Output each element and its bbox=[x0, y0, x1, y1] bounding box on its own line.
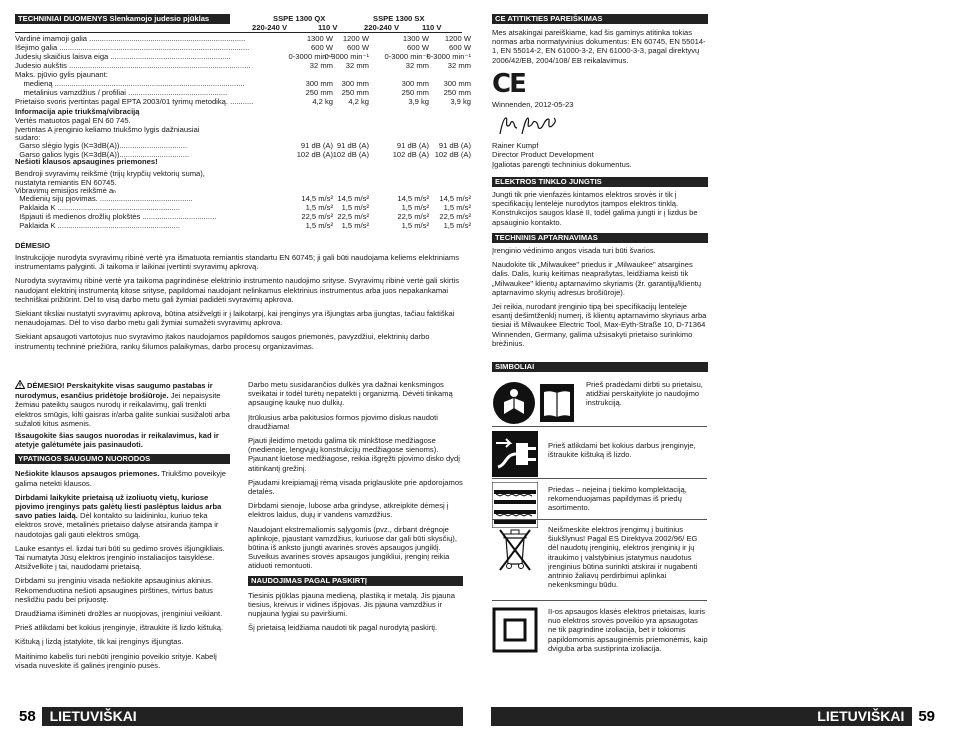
vib-label: Paklaida K .......................................................... bbox=[15, 203, 181, 212]
safety-column-2 bbox=[248, 380, 463, 637]
noise-value: 91 dB (A) bbox=[396, 141, 429, 150]
noise-row bbox=[15, 141, 471, 150]
spec-label: Išėjimo galia .......................................................................................... bbox=[15, 43, 250, 52]
spec-label: medieną .......................................................................................... bbox=[15, 79, 245, 88]
vib-line-2: nustatyta remiantis EN 60745. bbox=[15, 178, 117, 187]
spec-value: 300 mm bbox=[443, 79, 471, 88]
vib-value: 1,5 m/s² bbox=[341, 221, 369, 230]
vib-value: 1,5 m/s² bbox=[305, 203, 333, 212]
symbol-text: Prieš pradėdami dirbti su prietaisu, atidžiai perskaitykite jo naudojimo instrukciją. bbox=[586, 380, 703, 408]
vib-value: 22,5 m/s² bbox=[397, 212, 429, 221]
demesio-para: Siekiant tiksliai nustatyti svyravimų apkrovą, būtina atsižvelgti ir į laikotarpį, kai įrenginys yra išjungtas arba įjungtas, tačiau faktiškai nenaudojamas. Dėl to viso darbo metu gali žymiai sumažėti svyravimų apkrova. bbox=[15, 309, 455, 328]
vib-line-1: Bendroji svyravimų reikšmė (trijų krypčių vektorių suma), bbox=[15, 169, 205, 178]
spec-label: Judesio aukštis ...................................................................................... bbox=[15, 61, 251, 70]
noise-label: Garso slėgio lygis (K=3dB(A))................................ bbox=[15, 141, 187, 150]
spec-value: 300 mm bbox=[401, 79, 429, 88]
spec-value: 32 mm bbox=[309, 61, 333, 70]
demesio-text bbox=[15, 253, 462, 356]
safety-para: Prieš atlikdami bet kokius įrenginyje, ištraukite iš lizdo kištuką. bbox=[15, 623, 224, 633]
spec-value: 1200 W bbox=[342, 34, 369, 43]
keep-instructions: Išsaugokite šias saugos nuorodas ir reikalavimus, kad ir atetyje galėtumėte jais pasinaudoti. bbox=[15, 431, 219, 450]
vib-label: Medienių sijų pjovimas. ............................................ bbox=[15, 194, 193, 203]
class-ii-icon bbox=[492, 607, 538, 653]
safety-para: Pjauti įleidimo metodu galima tik minkštose medžiagose (medienoje, lengvųjų konstrukcijų medžiagose sienoms). Pjaunant kietose medžiagose, reikia išgręžti pjovimo disko dydį atitinkantį grežinį. bbox=[248, 436, 460, 473]
symbol-divider bbox=[492, 478, 707, 479]
blades-icon bbox=[492, 482, 538, 528]
ce-header: CE ATITIKTIES PAREIŠKIMAS bbox=[492, 14, 708, 24]
spec-row bbox=[15, 34, 471, 43]
safety-para: Įtrūkusius arba pakitusios formos pjovimo diskus naudoti draudžiama! bbox=[248, 412, 438, 431]
unplug-icon bbox=[492, 431, 538, 477]
spec-value: 32 mm bbox=[447, 61, 471, 70]
spec-row bbox=[15, 61, 471, 70]
spec-row bbox=[15, 52, 471, 61]
safety-para: Dirbdami sienoje, lubose arba grindyse, atkreipkite dėmesį į elektros laidus, dujų ir vandens vamzdžius. bbox=[248, 501, 449, 520]
symbol-divider bbox=[492, 426, 707, 427]
ce-text: Mes atsakingai pareiškiame, kad šis gaminys atitinka tokias normas arba normatyvinius dokumentus: EN 60745, EN 55014-1, EN 55014-2, EN 61000-3-2, EN 61000-3-3, pagal direktyvų 2006/42/EB, 2004/108/ EB reikalavimus. bbox=[492, 28, 706, 65]
vib-value: 22,5 m/s² bbox=[337, 212, 369, 221]
safety-para: Nešiokite klausos apsaugos priemones. Triukšmo poveikyje galima netekti klausos. bbox=[15, 469, 227, 488]
vib-row bbox=[15, 212, 471, 221]
vib-value: 14,5 m/s² bbox=[439, 194, 471, 203]
vib-value: 1,5 m/s² bbox=[443, 221, 471, 230]
spec-label: Maks. pjūvio gylis pjaunant: bbox=[15, 70, 108, 79]
voltage-4: 110 V bbox=[422, 23, 442, 32]
spec-value: 250 mm bbox=[341, 88, 369, 97]
grid-text: Jungti tik prie vienfazės kintamos elektros srovės ir tik į specifikacijų lentelėje nurodytos įtampos elektros tinklą. Konstrukcijos saugos klasė II, todėl galima jungti ir į lizdus be apsauginio kontakto. bbox=[492, 190, 698, 227]
safety-column bbox=[15, 380, 230, 680]
spec-value: 1300 W bbox=[306, 34, 333, 43]
spec-value: 0-3000 min⁻¹ bbox=[288, 52, 333, 61]
noise-value: 91 dB (A) bbox=[438, 141, 471, 150]
spec-row bbox=[15, 79, 471, 88]
spec-value: 3,9 kg bbox=[450, 97, 471, 106]
spec-value: 1200 W bbox=[444, 34, 471, 43]
weee-bin-icon bbox=[492, 524, 538, 570]
vib-value: 22,5 m/s² bbox=[439, 212, 471, 221]
spec-value: 4,2 kg bbox=[348, 97, 369, 106]
symbol-text: Prieš atlikdami bet kokius darbus įrenginyje, ištraukite kištuką iš lizdo. bbox=[548, 441, 696, 460]
safety-para: Dirbdami su įrenginiu visada nešiokite apsauginius akinius. Rekomenduotina nešioti apsaugines pirštines, tvirtus batus neslidžiu padu bei prijuostę. bbox=[15, 576, 213, 604]
spec-value: 250 mm bbox=[443, 88, 471, 97]
symbol-text: Neišmeskite elektros įrengimų į buitinius šiukšlynus! Pagal ES Direktyva 2002/96/ EG dėl naudotų įrenginių, elektros įrenginių ir jų itraukimo į valstybinius įstatymus naudotus įrenginius būtina surinkti atskirai ir nugabenti antrinio žaliavų perdirbimui aplinkai nekenksmingu būdu. bbox=[548, 525, 698, 590]
maint-text bbox=[492, 246, 708, 353]
header-rule bbox=[15, 32, 462, 33]
spec-value: 600 W bbox=[407, 43, 429, 52]
voltage-3: 220-240 V bbox=[364, 23, 400, 32]
vib-value: 1,5 m/s² bbox=[401, 203, 429, 212]
vib-value: 1,5 m/s² bbox=[341, 203, 369, 212]
noise-warning: Nešioti klausos apsaugines priemones! bbox=[15, 157, 158, 166]
vib-value: 14,5 m/s² bbox=[301, 194, 333, 203]
spec-value: 32 mm bbox=[405, 61, 429, 70]
vib-value: 1,5 m/s² bbox=[305, 221, 333, 230]
spec-label: Vardinė imamoji galia .......................................................................... bbox=[15, 34, 246, 43]
safety-para: Dirbdami laikykite prietaisą už izoliuotų vietų, kuriose pjovimo įrenginys pats galėtų liesti paslėptus laidus arba savo paties laidą. Dėl kontakto su laidininku, kuriuo teka elektros srovė, metalinės prietaiso dalyse atsiranda įtampa ir naudotojas gali gauti elektros smūgą. bbox=[15, 492, 222, 539]
spec-row bbox=[15, 43, 471, 52]
model-a-name: SSPE 1300 QX bbox=[273, 14, 326, 23]
vib-line-3: Vibravimų emisijos reikšmė aₕ bbox=[15, 186, 117, 195]
spec-value: 600 W bbox=[311, 43, 333, 52]
noise-value: 91 dB (A) bbox=[336, 141, 369, 150]
vib-value: 22,5 m/s² bbox=[301, 212, 333, 221]
read-manual-icon bbox=[492, 380, 576, 426]
page-number-left: 58 bbox=[15, 707, 42, 726]
demesio-para: Nurodyta svyravimų ribinė vertė yra taikoma pagrindinėse elektrinio instrumento naudojimo srityse. Svyravimų ribinė vertė gali skirtis naudojant elektrinį instrumentą kitose srityse, papildomai naudojant nelinkamus elektrinius instrumentus arba juos nepakankamai techniškai prižiūrint. Dėl to visą darbo metu gali žymiai padidėti svyravimų apkrova. bbox=[15, 276, 459, 304]
page-number-right: 59 bbox=[912, 707, 939, 726]
vib-value: 1,5 m/s² bbox=[401, 221, 429, 230]
safety-para: Lauke esantys el. lizdai turi būti su gedimo srovės išjungikliais. Tai numatyta Jūsų elektros įrenginio instaliacijos taisyklėse. Atsižvelkite į tai, naudodami prietaisą. bbox=[15, 543, 225, 572]
safety-para: Naudojant ekstremaliomis sąlygomis (pvz., dirbant drėgnoje aplinkoje, pjaustant vamzdžius, kuriuose dar gali būti skysčių), būtina iš anksto įjungti avarinės srovės apsaugos jungiklį. Suveikus avarinės srovės apsaugos jungikliui, įrenginį reikia atiduoti remontuoti. bbox=[248, 524, 457, 571]
vib-row bbox=[15, 203, 471, 212]
vib-label: Išpjauti iš medienos drožlių plokštės ................................... bbox=[15, 212, 217, 221]
spec-value: 600 W bbox=[449, 43, 471, 52]
noise-line-3: sudaro: bbox=[15, 133, 41, 142]
safety-para: Kištuką į lizdą įstatykite, tik kai įrenginys išjungtas. bbox=[15, 637, 184, 647]
warning-bold: DĖMESIO! Perskaitykite visas saugumo pastabas ir nurodymus, esančius pridėtoje brošiūroje. bbox=[15, 381, 213, 401]
footer-right bbox=[491, 707, 939, 726]
signer-name: Rainer Kumpf bbox=[492, 141, 539, 150]
spec-value: 0-3000 min⁻¹ bbox=[324, 52, 369, 61]
spec-value: 4,2 kg bbox=[312, 97, 333, 106]
spec-row bbox=[15, 97, 471, 106]
noise-title: Informacija apie triukšmą/vibraciją bbox=[15, 107, 140, 116]
noise-line-1: Vertės matuotos pagal EN 60 745. bbox=[15, 116, 131, 125]
spec-table bbox=[15, 34, 471, 108]
model-b-name: SSPE 1300 SX bbox=[373, 14, 425, 23]
spec-label: metalinius vamzdžius / profiliai ............................................... bbox=[15, 88, 228, 97]
usage-header: NAUDOJIMAS PAGAL PASKIRTĮ bbox=[248, 576, 463, 586]
footer-language-right: LIETUVIŠKAI bbox=[817, 708, 905, 724]
spec-label: Prietaiso svoris įvertintas pagal EPTA 2003/01 tyrimų metodiką. ........... bbox=[15, 97, 254, 106]
safety-warning bbox=[15, 380, 230, 428]
grid-header: ELEKTROS TINKLO JUNGTIS bbox=[492, 177, 708, 187]
vib-row bbox=[15, 194, 471, 203]
tech-data-header: TECHNINIAI DUOMENYS Slenkamojo judesio pjūklas bbox=[15, 14, 230, 24]
demesio-para: Siekiant apsaugoti vartotojus nuo svyravimo įtakos naudojamos papildomos saugos priemonės, pavyzdžiui, elektrinių darbo instrumentų techninė priežiūra, rankų šilumos palaikymas, darbo procesų organizavimas. bbox=[15, 332, 430, 351]
safety-para: Pjaudami kreipiamąjį rėmą visada priglauskite prie apdorojamos detalės. bbox=[248, 477, 463, 497]
place-date: Winnenden, 2012-05-23 bbox=[492, 100, 574, 109]
spec-value: 0-3000 min⁻¹ bbox=[384, 52, 429, 61]
spec-value: 250 mm bbox=[401, 88, 429, 97]
safety-para: Darbo metu susidarančios dulkės yra dažnai kenksmingos sveikatai ir todėl turėtų nepatekti į organizmą. Dėvėti tinkamą apsauginę kaukę nuo dulkių. bbox=[248, 380, 453, 408]
footer-language-left: LIETUVIŠKAI bbox=[49, 708, 137, 724]
noise-line-2: Įvertintas A įrenginio keliamo triukšmo lygis dažniausiai bbox=[15, 125, 200, 134]
vib-table bbox=[15, 194, 471, 230]
spec-value: 300 mm bbox=[305, 79, 333, 88]
noise-value: 102 dB (A) bbox=[392, 150, 429, 159]
symbols-header: SIMBOLIAI bbox=[492, 362, 708, 372]
maint-para: Jei reikia, nurodant įrenginio tipą bei specifikacijų lentelėje esantį dešimtženklį numerį, iš klientų aptarnavimo skyriaus arba tiesiai iš Milwaukee Electric Tool, Max-Eyth-Straße 10, D-71364 Winnenden, Germany, galima užsisakyti prietaiso surinkimo brėžinius. bbox=[492, 302, 707, 348]
spec-value: 3,9 kg bbox=[408, 97, 429, 106]
safety-para: Draudžiama išiminėti drožles ar nuopjovas, įrenginiui veikiant. bbox=[15, 609, 223, 619]
footer-left bbox=[15, 707, 463, 726]
vib-value: 14,5 m/s² bbox=[397, 194, 429, 203]
noise-value: 102 dB (A) bbox=[434, 150, 471, 159]
spec-value: 250 mm bbox=[305, 88, 333, 97]
usage-para: Tiesinis pjūklas pjauna medieną, plastiką ir metalą. Jis pjauna tiesius, kreivus ir vidines išpjovas. Jis pjauna vamzdžius ir nupjauna lygiai su paviršiumi. bbox=[248, 590, 455, 619]
spec-row bbox=[15, 88, 471, 97]
maint-header: TECHNINIS APTARNAVIMAS bbox=[492, 233, 708, 243]
signer-note: Įgaliotas parengti techninius dokumentus. bbox=[492, 160, 632, 169]
signer-title: Director Product Development bbox=[492, 150, 594, 159]
vib-value: 14,5 m/s² bbox=[337, 194, 369, 203]
vib-value: 1,5 m/s² bbox=[443, 203, 471, 212]
noise-label: Garso galios lygis (K=3dB(A))................................. bbox=[15, 150, 190, 159]
noise-value: 102 dB (A) bbox=[332, 150, 369, 159]
maint-para: Įrenginio vėdinimo angos visada turi būti švarios. bbox=[492, 246, 656, 255]
voltage-2: 110 V bbox=[318, 23, 338, 32]
voltage-1: 220-240 V bbox=[252, 23, 288, 32]
demesio-para: Instrukcijoje nurodyta svyravimų ribinė vertė yra išmatuota remiantis standartu EN 60745; ji gali būti naudojama keliems elektriniams instrumentams palyginti. Ji taikoma ir laikinai įvertinti svyravimų apkrovą. bbox=[15, 253, 460, 272]
symbol-text: Priedas – neįeina į tiekimo komplektaciją, rekomenduojamas papildymas iš priedų asortimento. bbox=[548, 485, 687, 513]
ce-mark: CE bbox=[492, 69, 525, 99]
spec-value: 32 mm bbox=[345, 61, 369, 70]
spec-value: 600 W bbox=[347, 43, 369, 52]
symbol-divider bbox=[492, 519, 707, 520]
safety-header: YPATINGOS SAUGUMO NUORODOS bbox=[15, 454, 230, 464]
noise-value: 91 dB (A) bbox=[300, 141, 333, 150]
noise-value: 102 dB (A) bbox=[296, 150, 333, 159]
safety-para: Maitinimo kabelis turi nebūti įrenginio poveikio srityje. Kabelį visada nuveskite iš galinės įrenginio pusės. bbox=[15, 651, 217, 670]
usage-para: Šį prietaisą leidžiama naudoti tik pagal nurodytą paskirtį. bbox=[248, 623, 438, 633]
warning-rest: Jei nepaisysite žemiau pateiktų saugos nurodų ir reikalavimų, gali trenkti elektros smūgis, kilti gaisras ir/arba galite sunkiai susižaloti arba sužaloti kitus asmenis. bbox=[15, 391, 230, 428]
warning-triangle-icon bbox=[15, 380, 25, 391]
spec-value: 300 mm bbox=[341, 79, 369, 88]
symbol-text: II-os apsaugos klasės elektros prietaisas, kuris nuo elektros srovės poveikio yra apsaugotas ne tik pagrindine izoliacija, bet ir tokiomis papildomomis apsauginėmis priemonėmis, kaip dviguba arba sustiprinta izoliacija. bbox=[548, 607, 708, 653]
spec-value: 0-3000 min⁻¹ bbox=[426, 52, 471, 61]
signature bbox=[496, 114, 566, 138]
vib-row bbox=[15, 221, 471, 230]
spec-label: Judesių skaičius laisva eiga ......................................................... bbox=[15, 52, 231, 61]
spec-row bbox=[15, 70, 465, 79]
vib-label: Paklaida K .......................................................... bbox=[15, 221, 181, 230]
demesio-title: DĖMESIO bbox=[15, 241, 51, 250]
maint-para: Naudokite tik „Milwaukee" priedus ir „Milwaukee" atsargines dalis. Dalis, kurių keitimas neaprašytas, leidžiama keisti tik „Milwaukee" klientų aptarnavimo skyriams (žr. garantijų/klientų aptarnavimo skyrių adresus brošiūroje). bbox=[492, 260, 702, 297]
symbol-divider bbox=[492, 600, 707, 601]
spec-value: 1300 W bbox=[402, 34, 429, 43]
